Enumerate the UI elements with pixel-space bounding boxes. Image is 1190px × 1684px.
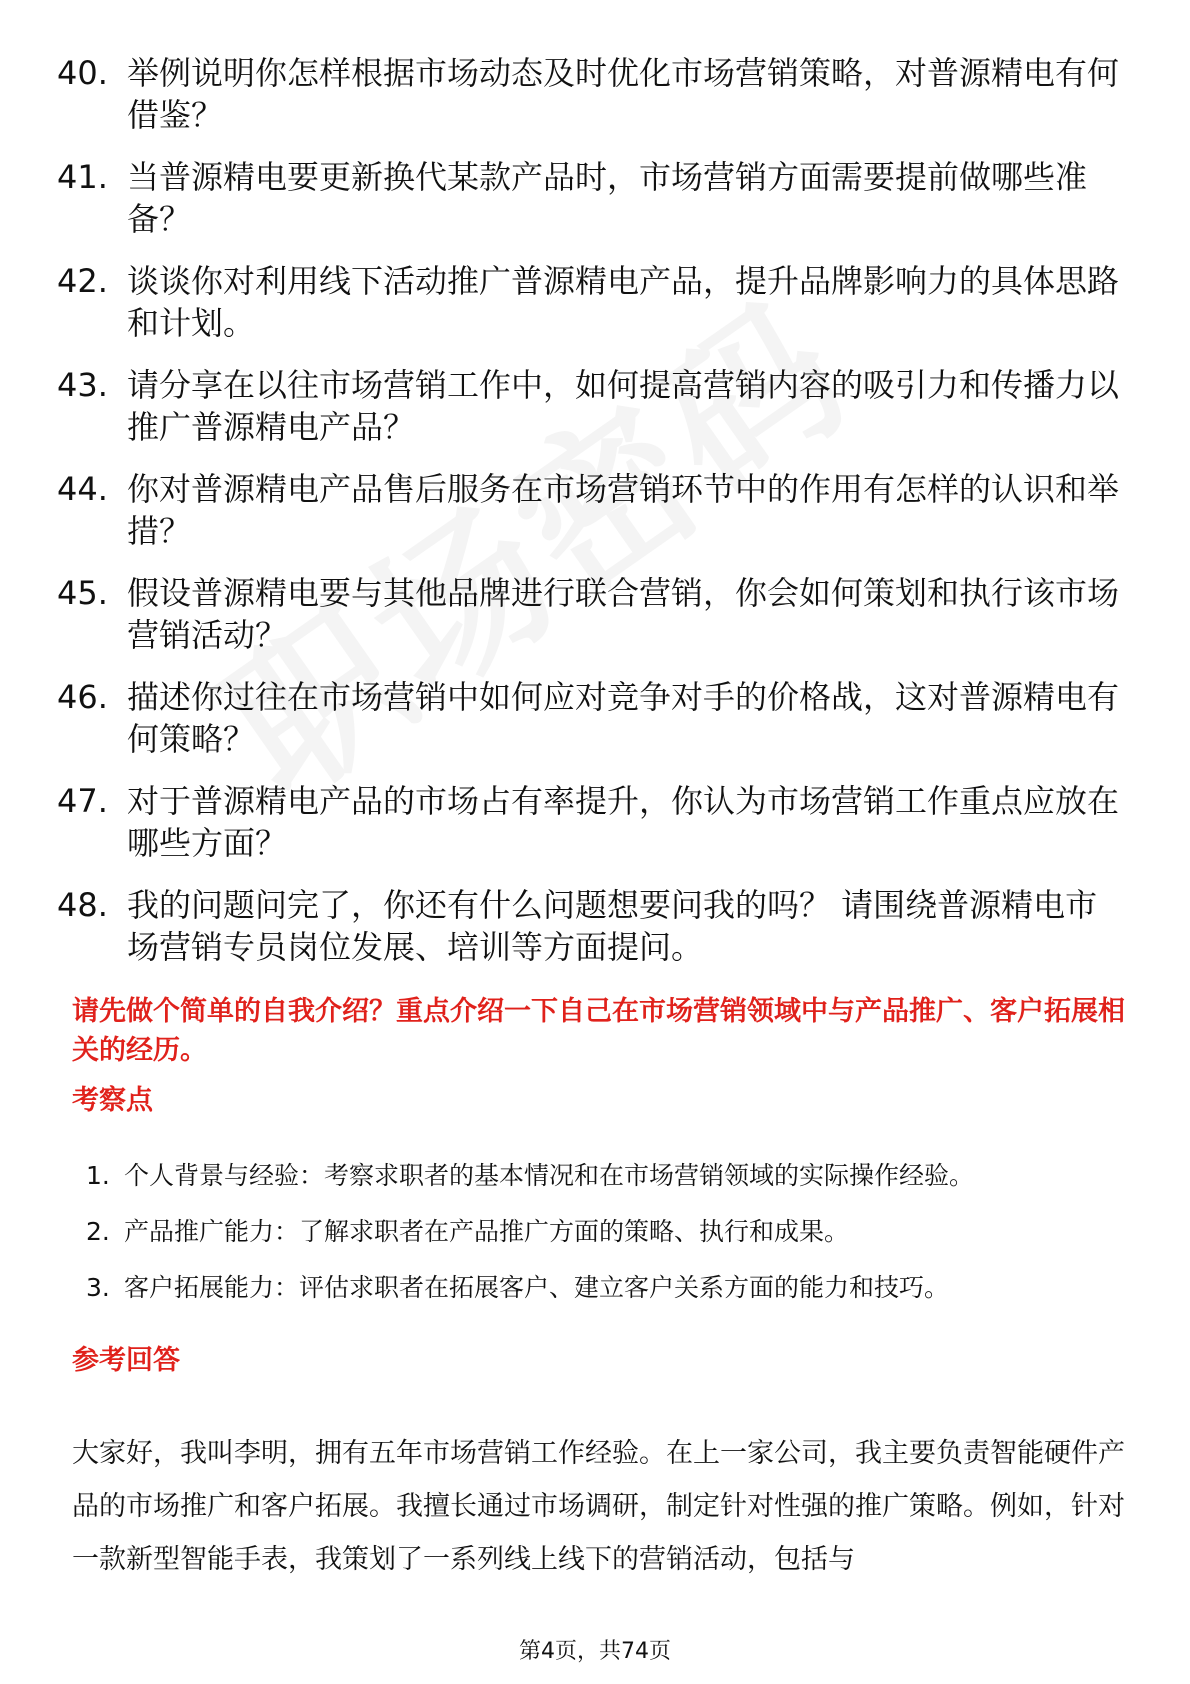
point-text: 产品推广能力：了解求职者在产品推广方面的策略、执行和成果。 xyxy=(124,1217,850,1246)
point-number: 3. xyxy=(86,1273,110,1302)
assessment-point xyxy=(86,1271,1126,1305)
question-number: 48. xyxy=(57,886,108,924)
answer-text: 大家好，我叫李明，拥有五年市场营销工作经验。在上一家公司，我主要负责智能硬件产品的市场推广和客户拓展。我擅长通过市场调研，制定针对性强的推广策略。例如，针对一款新型智能手表，我策划了一系列线上线下的营销活动，包括与 xyxy=(72,1438,1125,1575)
question-text: 对于普源精电产品的市场占有率提升，你认为市场营销工作重点应放在哪些方面？ xyxy=(127,782,1120,862)
question-text: 举例说明你怎样根据市场动态及时优化市场营销策略，对普源精电有何借鉴？ xyxy=(127,54,1120,134)
question-text: 你对普源精电产品售后服务在市场营销环节中的作用有怎样的认识和举措？ xyxy=(127,470,1120,550)
question-number: 45. xyxy=(57,574,108,612)
question-text: 我的问题问完了，你还有什么问题想要问我的吗？ 请围绕普源精电市场营销专员岗位发展、培训等方面提问。 xyxy=(127,886,1098,966)
page-footer: 第4页，共74页 xyxy=(519,1639,671,1664)
question-number: 40. xyxy=(57,54,108,92)
intro-question: 请先做个简单的自我介绍？重点介绍一下自己在市场营销领域中与产品推广、客户拓展相关的经历。 xyxy=(72,996,1125,1066)
question-number: 43. xyxy=(57,366,108,404)
point-text: 客户拓展能力：评估求职者在拓展客户、建立客户关系方面的能力和技巧。 xyxy=(124,1273,950,1302)
question-item xyxy=(57,364,1137,448)
point-number: 2. xyxy=(86,1217,110,1246)
point-number: 1. xyxy=(86,1161,110,1190)
question-item xyxy=(57,572,1137,656)
assessment-title: 考察点 xyxy=(72,1085,153,1116)
question-text: 描述你过往在市场营销中如何应对竞争对手的价格战，这对普源精电有何策略？ xyxy=(127,678,1120,758)
question-text: 请分享在以往市场营销工作中，如何提高营销内容的吸引力和传播力以推广普源精电产品？ xyxy=(127,366,1120,446)
question-text: 假设普源精电要与其他品牌进行联合营销，你会如何策划和执行该市场营销活动？ xyxy=(127,574,1120,654)
question-item xyxy=(57,156,1137,240)
question-text: 谈谈你对利用线下活动推广普源精电产品，提升品牌影响力的具体思路和计划。 xyxy=(127,262,1120,342)
point-text: 个人背景与经验：考察求职者的基本情况和在市场营销领域的实际操作经验。 xyxy=(124,1161,975,1190)
question-text: 当普源精电要更新换代某款产品时，市场营销方面需要提前做哪些准备？ xyxy=(127,158,1088,238)
question-number: 41. xyxy=(57,158,108,196)
question-number: 44. xyxy=(57,470,108,508)
question-item xyxy=(57,676,1137,760)
question-item xyxy=(57,884,1137,968)
question-item xyxy=(57,260,1137,344)
assessment-point xyxy=(86,1215,1126,1249)
answer-title: 参考回答 xyxy=(72,1345,180,1376)
question-item xyxy=(57,52,1137,136)
question-list xyxy=(57,52,1137,988)
assessment-point xyxy=(86,1159,1126,1193)
assessment-points xyxy=(86,1159,1126,1327)
question-item xyxy=(57,780,1137,864)
question-item xyxy=(57,468,1137,552)
question-number: 42. xyxy=(57,262,108,300)
question-number: 46. xyxy=(57,678,108,716)
question-number: 47. xyxy=(57,782,108,820)
